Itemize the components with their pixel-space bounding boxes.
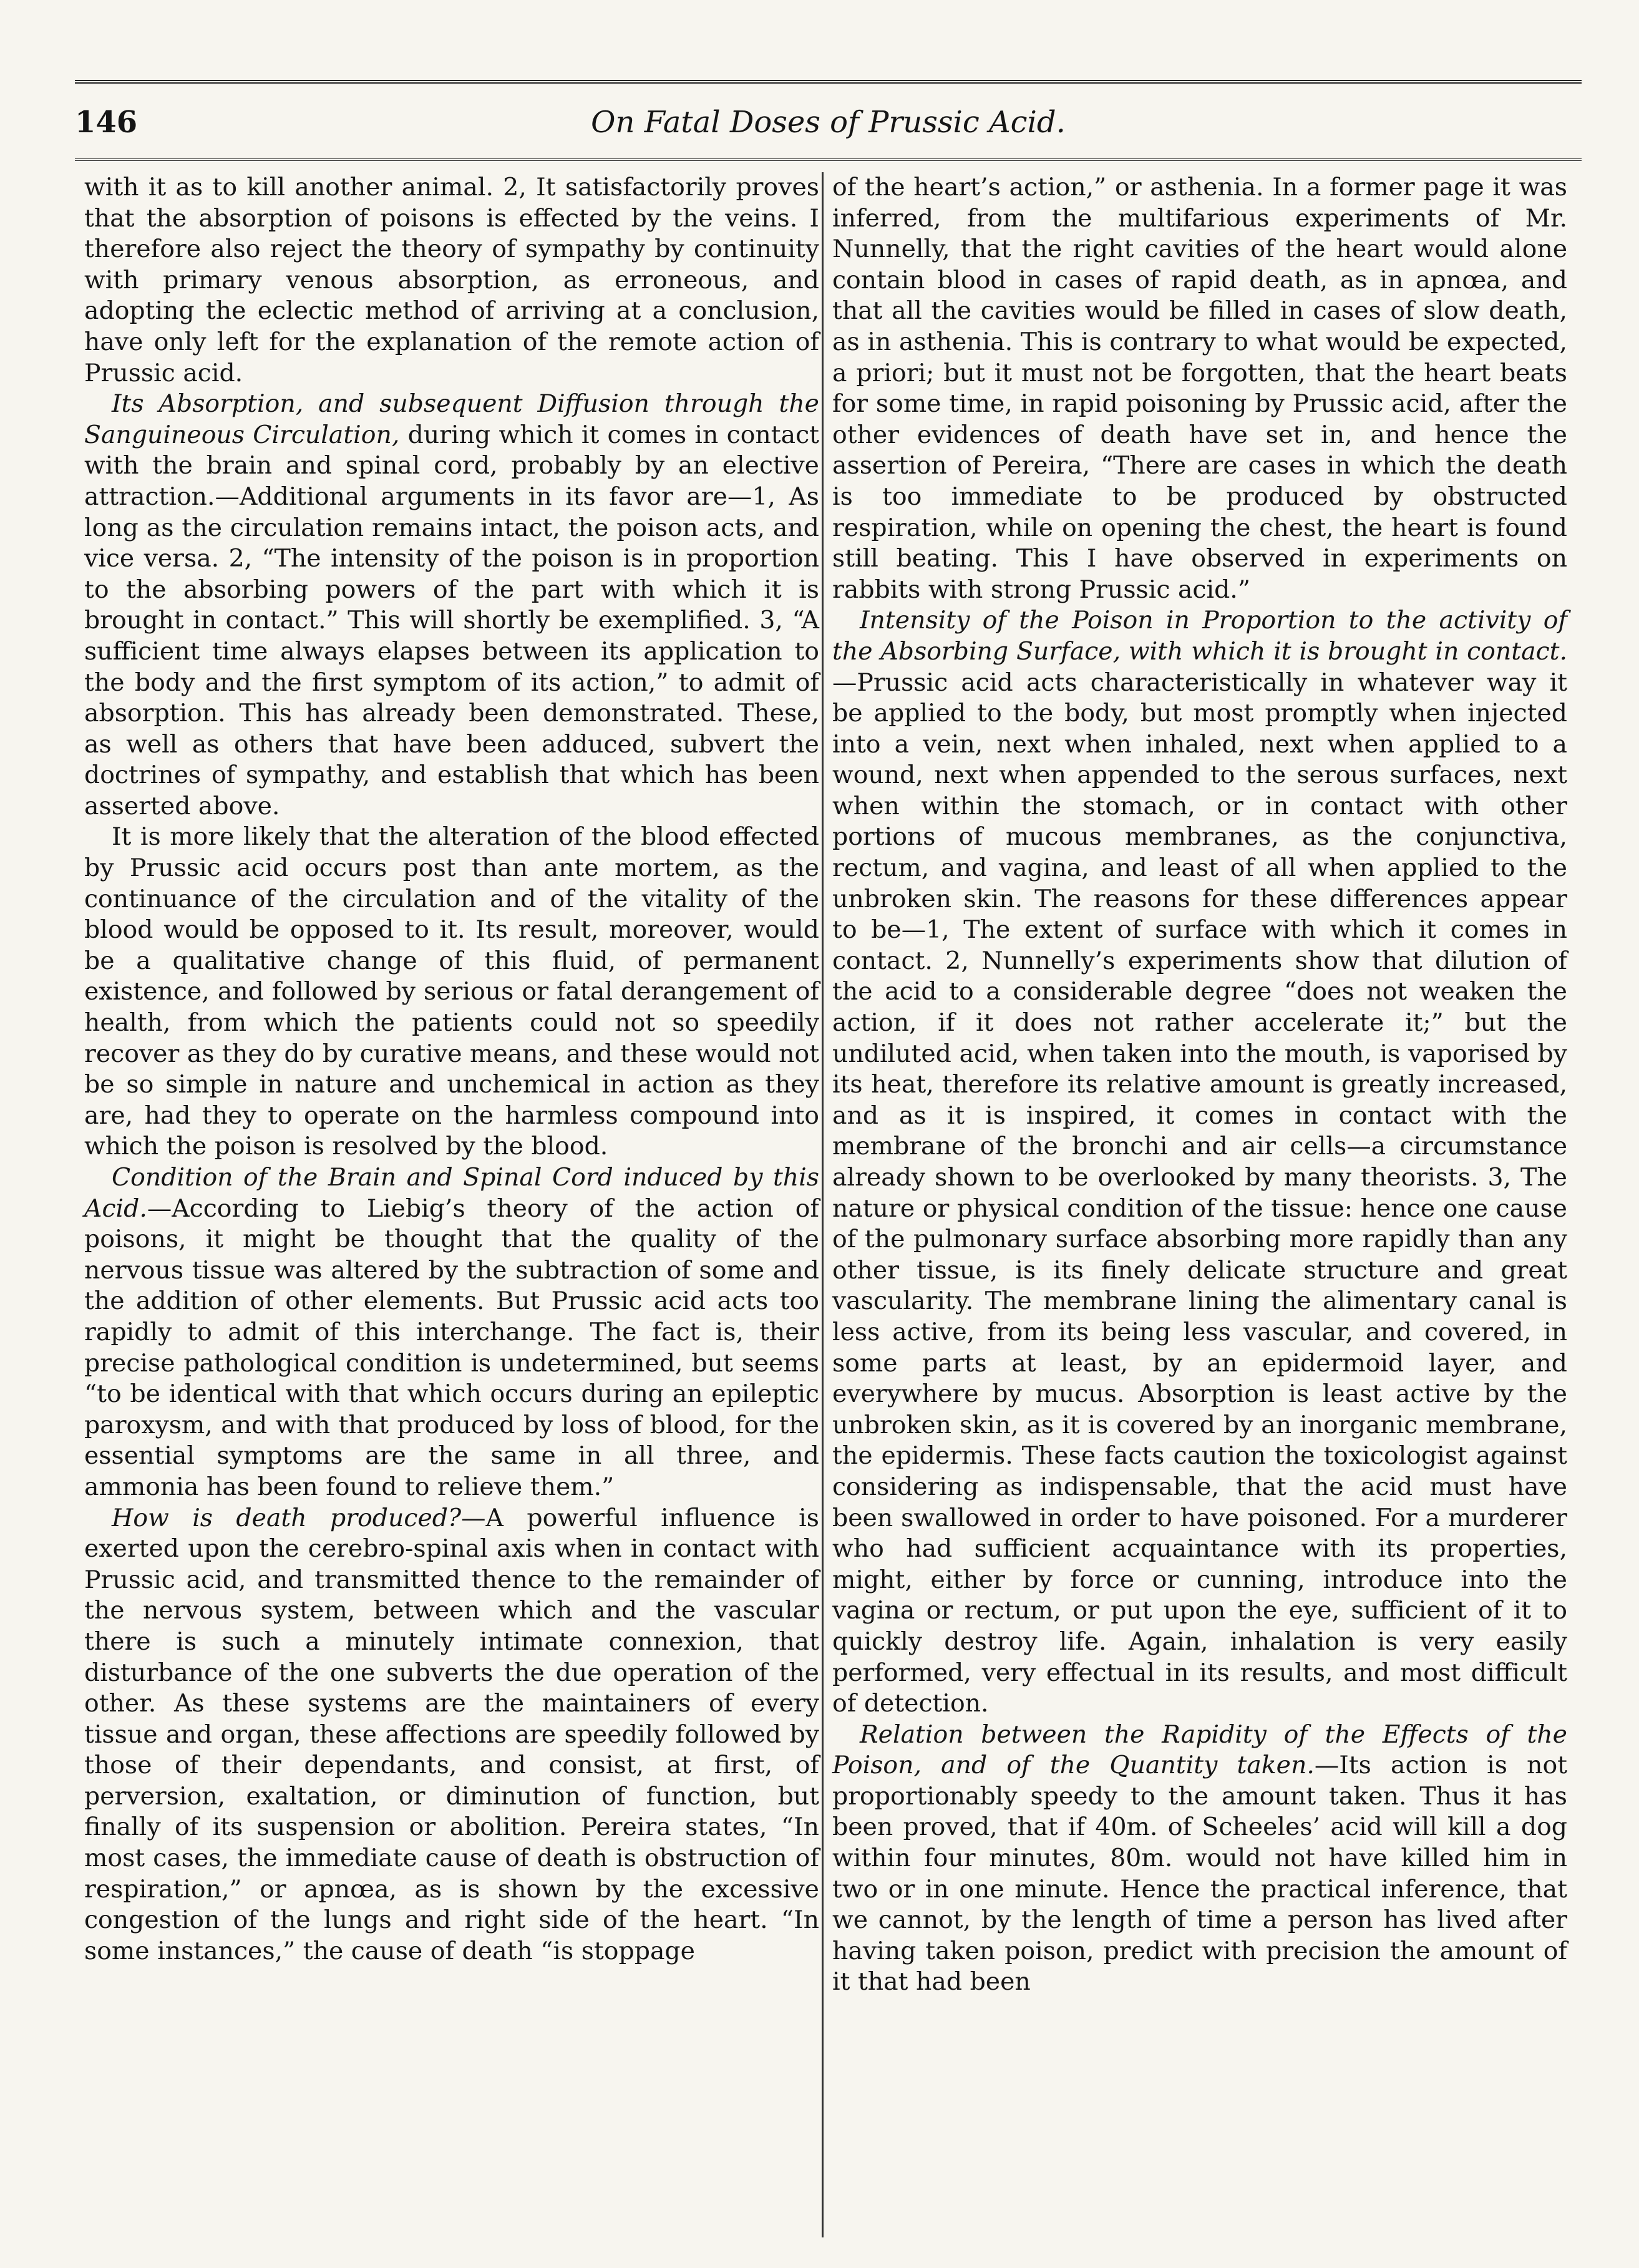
section-heading: Intensity of the Poison in Proportion to the activity of the Absorbing Surface, with which it is brought in contact. bbox=[832, 606, 1567, 666]
section-body: —A powerful influence is exerted upon the cerebro-spinal axis when in contact with Prussic acid, and transmitted thence to the remainder of the nervous system, between which and the vascular there is such a minutely intimate connexion, that disturbance of the one subverts the due operation of the other. As these systems are the maintainers of every tissue and organ, these affections are speedily followed by those of their dependants, and consist, at first, of perversion, exaltation, or diminution of function, but finally of its suspension or abolition. Pereira states, “In most cases, the immediate cause of death is obstruction of respiration,” or apnœa, as is shown by the excessive congestion of the lungs and right side of the heart. “In some instances,” the cause of death “is stoppage bbox=[84, 1503, 819, 1965]
section-heading: How is death produced? bbox=[112, 1503, 462, 1532]
section-heading: Its Absorption, and subsequent Diffusion through the Sanguineous Circulation, bbox=[84, 389, 819, 449]
header-rule bbox=[75, 158, 1582, 161]
right-column bbox=[832, 172, 1567, 1998]
section-paragraph bbox=[832, 1720, 1567, 1998]
section-paragraph bbox=[84, 1162, 819, 1503]
paragraph: It is more likely that the alteration of the blood effected by Prussic acid occurs post than ante mortem, as the continuance of the circulation and of the vitality of the blood would be opposed to it. Its result, moreover, would be a qualitative change of this fluid, of permanent existence, and followed by serious or fatal derangement of health, from which the patients could not so speedily recover as they do by curative means, and these would not be so simple in nature and unchemical in action as they are, had they to operate on the harmless compound into which the poison is resolved by the blood. bbox=[84, 822, 820, 1161]
page-number: 146 bbox=[75, 105, 138, 140]
column-divider bbox=[822, 172, 824, 2237]
section-paragraph bbox=[84, 389, 819, 822]
section-body: —According to Liebig’s theory of the action of poisons, it might be thought that the quality of the nervous tissue was altered by the subtraction of some and the addition of other elements. But Prussic acid acts too rapidly to admit of this interchange. The fact is, their precise pathological condition is undetermined, but seems “to be identical with that which occurs during an epileptic paroxysm, and with that produced by loss of blood, for the essential symptoms are the same in all three, and ammonia has been found to relieve them.” bbox=[84, 1194, 819, 1501]
page-header bbox=[75, 105, 1582, 155]
section-heading: Condition of the Brain and Spinal Cord induced by this Acid. bbox=[84, 1163, 819, 1223]
paragraph: with it as to kill another animal. 2, It satisfactorily proves that the absorption of poisons is effected by the veins. I therefore also reject the theory of sympathy by continuity with primary venous absorption, as erroneous, and adopting the eclectic method of arriving at a conclusion, have only left for the explanation of the remote action of Prussic acid. bbox=[84, 173, 819, 387]
section-body: —Its action is not proportionably speedy to the amount taken. Thus it has been proved, that if 40m. of Scheeles’ acid will kill a dog within four minutes, 80m. would not have killed him in two or in one minute. Hence the practical inference, that we cannot, by the length of time a person has lived after having taken poison, predict with precision the amount of it that had been bbox=[832, 1751, 1568, 1997]
section-paragraph bbox=[84, 1503, 819, 1967]
section-heading: Relation between the Rapidity of the Effects of the Poison, and of the Quantity taken. bbox=[832, 1720, 1567, 1780]
running-title: On Fatal Doses of Prussic Acid. bbox=[591, 105, 1066, 140]
left-column bbox=[84, 172, 819, 1967]
section-body: —Prussic acid acts characteristically in whatever way it be applied to the body, but most promptly when injected into a vein, next when inhaled, next when applied to a wound, next when appended to the serous surfaces, next when within the stomach, or in contact with other portions of mucous membranes, as the conjunctiva, rectum, and vagina, and least of all when applied to the unbroken skin. The reasons for these differences appear to be—1, The extent of surface with which it comes in contact. 2, Nunnelly’s experiments show that dilution of the acid to a considerable degree “does not weaken the action, if it does not rather accelerate it;” but the undiluted acid, when taken into the mouth, is vaporised by its heat, therefore its relative amount is greatly increased, and as it is inspired, it comes in contact with the membrane of the bronchi and air cells—a circumstance already shown to be overlooked by many theorists. 3, The nature or physical condition of the tissue: hence one cause of the pulmonary surface absorbing more rapidly than any other tissue, is its finely delicate structure and great vascularity. The membrane lining the alimentary canal is less active, from its being less vascular, and covered, in some parts at least, by an epidermoid layer, and everywhere by mucus. Absorption is least active by the unbroken skin, as it is covered by an inorganic membrane, the epidermis. These facts caution the toxicologist against considering as indispensable, that the acid must have been swallowed in order to have poisoned. For a murderer who had sufficient acquaintance with its properties, might, either by force or cunning, introduce into the vagina or rectum, or put upon the eye, sufficient of it to quickly destroy life. Again, inhalation is very easily performed, very effectual in its results, and most difficult of detection. bbox=[832, 668, 1567, 1718]
section-body: during which it comes in contact with the brain and spinal cord, probably by an elective attraction.—Additional arguments in its favor are—1, As long as the circulation remains intact, the poison acts, and vice versa. 2, “The intensity of the poison is in proportion to the absorbing powers of the part with which it is brought in contact.” This will shortly be exemplified. 3, “A sufficient time always elapses between its application to the body and the first symptom of its action,” to admit of absorption. This has already been demonstrated. These, as well as others that have been adduced, subvert the doctrines of sympathy, and establish that which has been asserted above. bbox=[84, 420, 819, 820]
paragraph: of the heart’s action,” or asthenia. In a former page it was inferred, from the multifarious experiments of Mr. Nunnelly, that the right cavities of the heart would alone contain blood in cases of rapid death, as in apnœa, and that all the cavities would be filled in cases of slow death, as in asthenia. This is contrary to what would be expected, a priori; but it must not be forgotten, that the heart beats for some time, in rapid poisoning by Prussic acid, after the other evidences of death have set in, and hence the assertion of Pereira, “There are cases in which the death is too immediate to be produced by obstructed respiration, while on opening the chest, the heart is found still beating. This I have observed in experiments on rabbits with strong Prussic acid.” bbox=[832, 173, 1567, 604]
top-border-rule bbox=[75, 80, 1582, 84]
section-paragraph bbox=[832, 605, 1567, 1719]
